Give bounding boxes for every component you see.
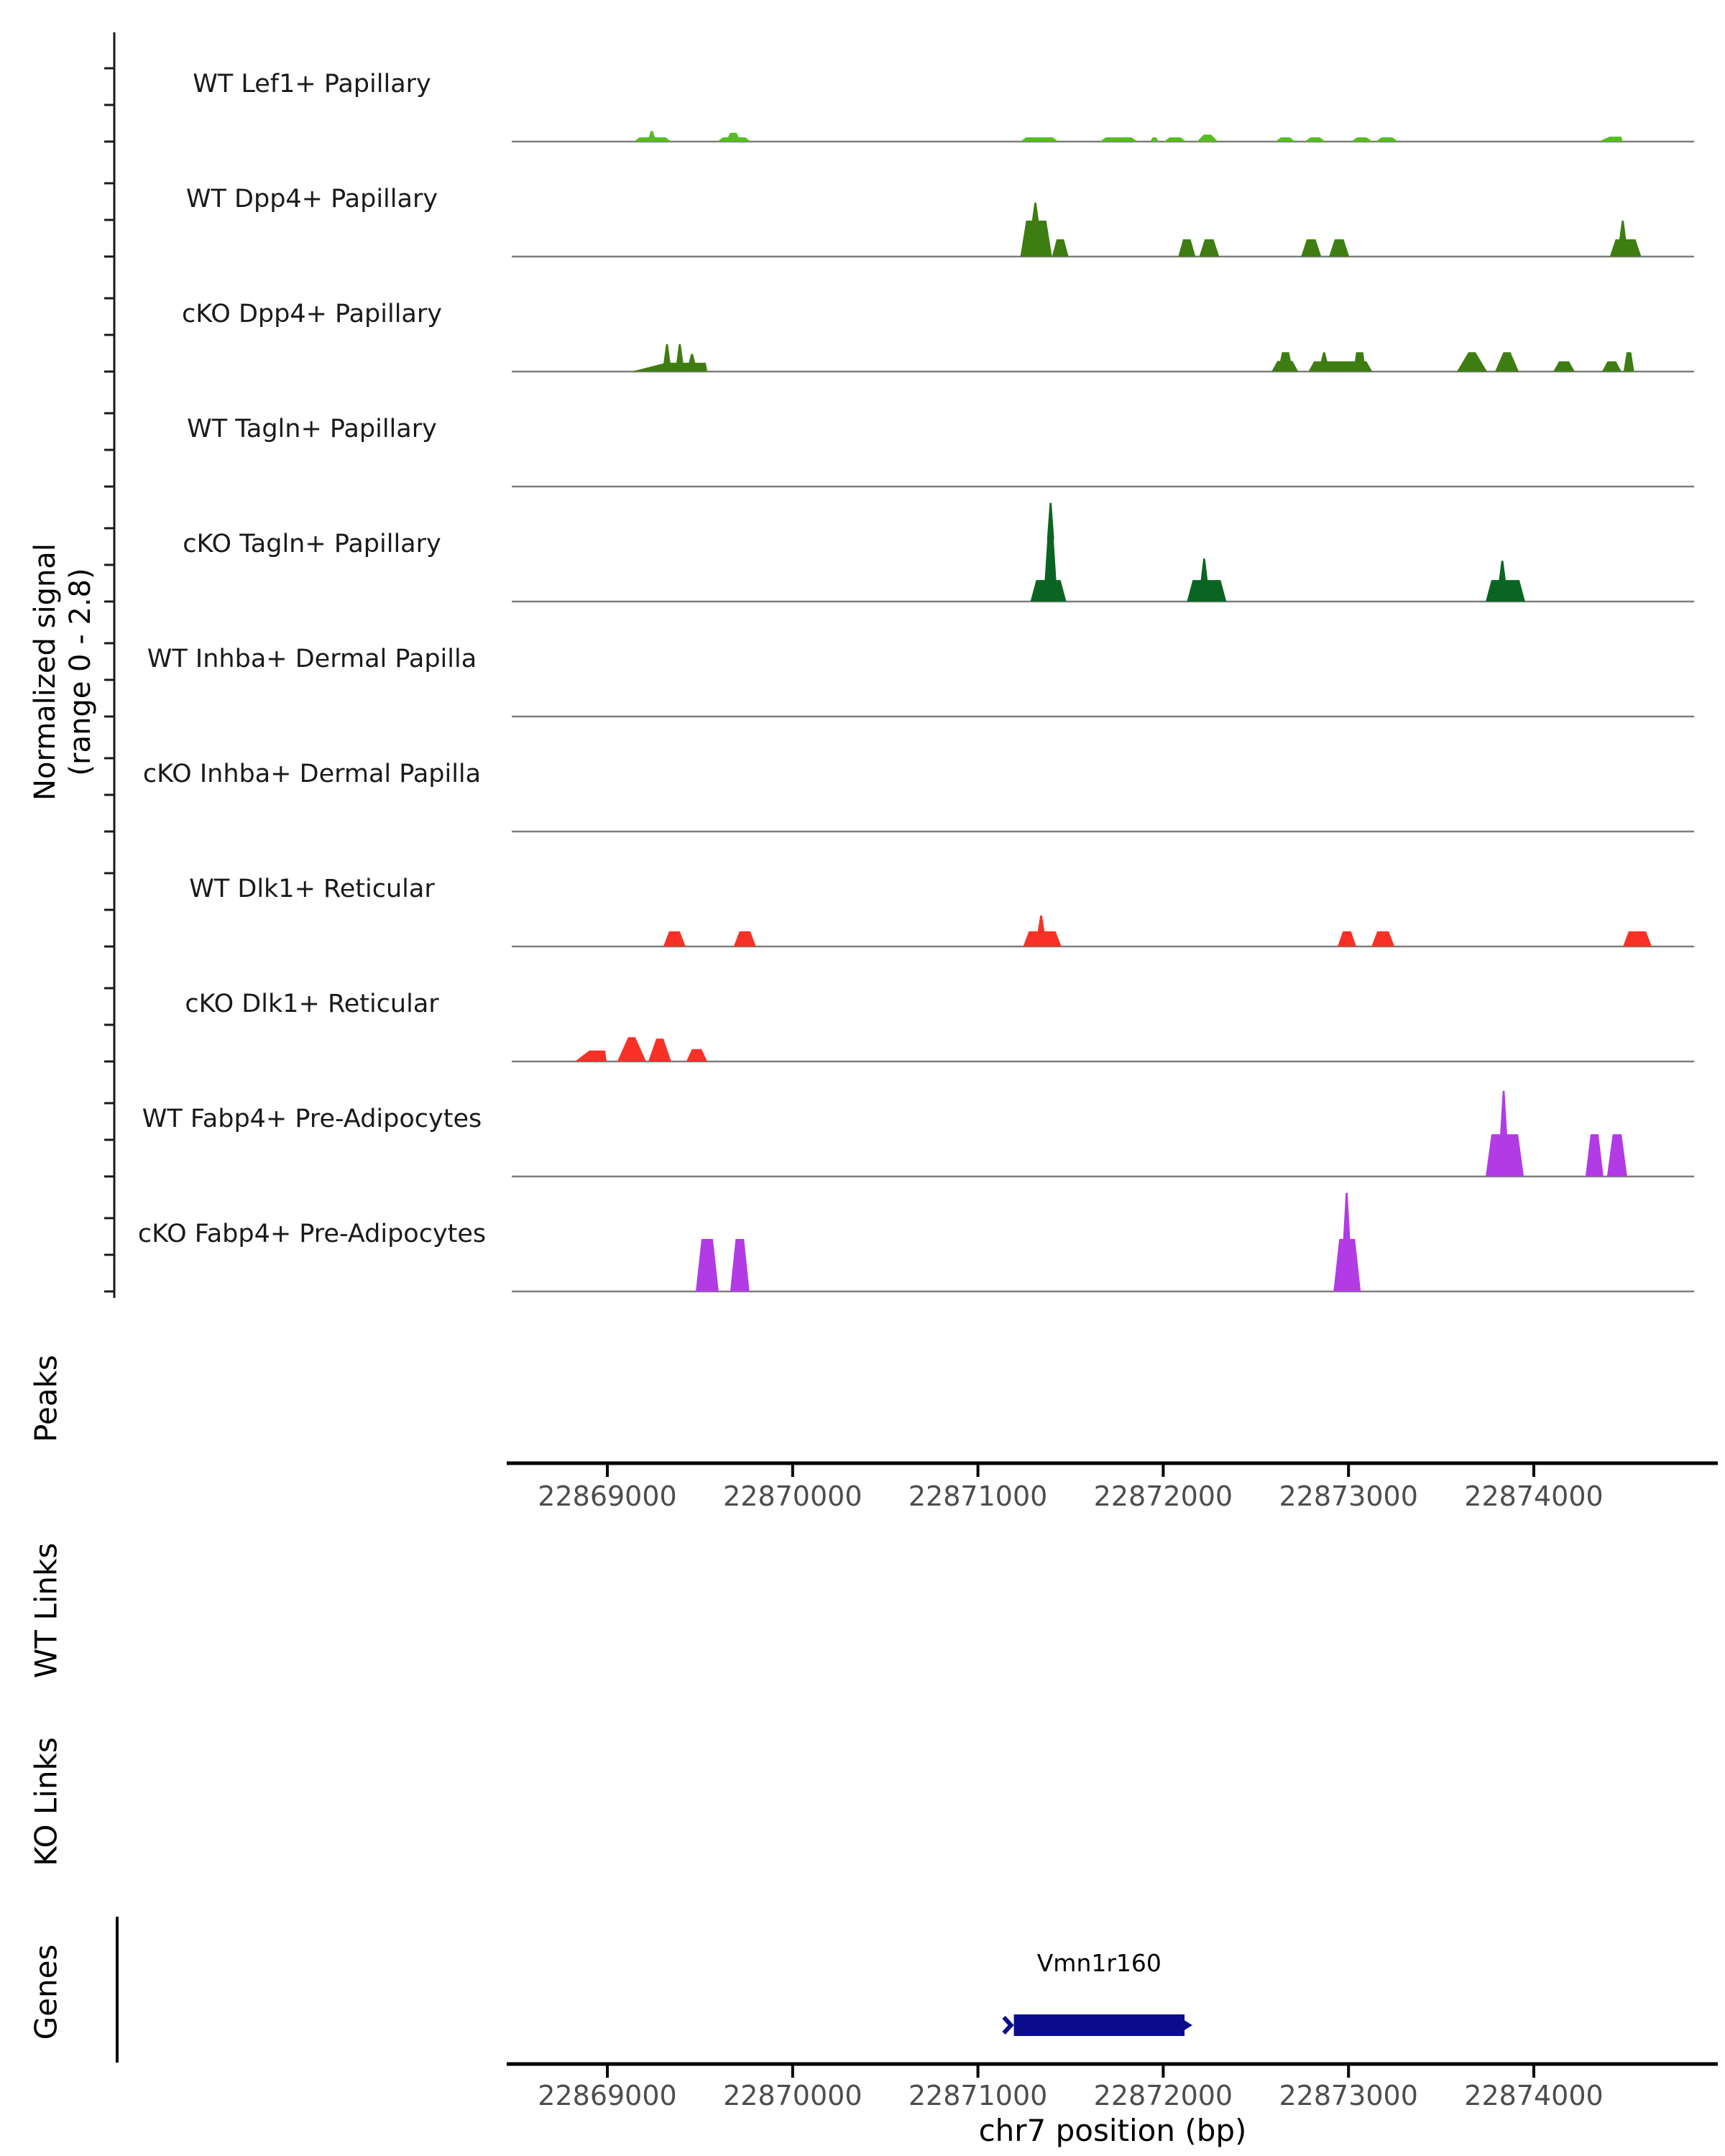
signal-peak (1610, 239, 1642, 257)
signal-peak (1021, 221, 1052, 257)
signal-peak (1329, 239, 1349, 257)
signal-spike (1038, 916, 1045, 933)
section-label-wt-links: WT Links (28, 1542, 64, 1679)
signal-peak (1052, 239, 1069, 257)
signal-spike (1343, 1193, 1351, 1240)
signal-peak (1305, 137, 1325, 142)
signal-peak (1371, 931, 1394, 946)
signal-peak (1495, 352, 1519, 372)
track-label: cKO Dpp4+ Papillary (182, 300, 442, 328)
signal-peak (1024, 931, 1062, 946)
signal-peak (663, 931, 686, 946)
signal-peak (1150, 137, 1159, 142)
section-label-ko-links: KO Links (28, 1737, 64, 1866)
signal-peak (1275, 137, 1295, 142)
gene-strand-arrow (1183, 2019, 1192, 2031)
signal-spike (676, 344, 684, 364)
x-tick-label: 22870000 (723, 1480, 862, 1512)
gene-body (1014, 2014, 1184, 2036)
track-label: cKO Fabp4+ Pre-Adipocytes (137, 1220, 487, 1248)
signal-peak (734, 931, 756, 946)
signal-spike (648, 131, 656, 139)
signal-spike (1200, 558, 1208, 581)
signal-spike (1320, 352, 1328, 363)
signal-peak (1164, 137, 1186, 142)
signal-peak (696, 1239, 719, 1291)
track-label: WT Dlk1+ Reticular (189, 875, 435, 903)
signal-peak (1598, 137, 1623, 142)
x-tick-label: 22871000 (908, 2080, 1048, 2111)
signal-peak (1486, 1134, 1524, 1176)
x-tick-label: 22870000 (723, 2080, 862, 2111)
track-label: WT Dpp4+ Papillary (185, 185, 438, 213)
signal-spike (1047, 503, 1054, 540)
signal-peak (1187, 580, 1226, 602)
signal-peak (1333, 1239, 1361, 1291)
signal-peak (1301, 239, 1321, 257)
signal-peak (730, 1239, 750, 1291)
signal-spike (1500, 1091, 1507, 1135)
track-label: cKO Inhba+ Dermal Papilla (142, 760, 482, 788)
signal-peak (726, 133, 741, 142)
signal-spike (1032, 203, 1039, 222)
x-tick-label: 22873000 (1279, 1480, 1418, 1512)
signal-peak (617, 1037, 646, 1061)
signal-peak (1351, 137, 1372, 142)
signal-peak (648, 1038, 671, 1061)
x-tick-label: 22873000 (1279, 2080, 1418, 2111)
x-axis-title: chr7 position (bp) (978, 2113, 1247, 2148)
signal-peak (1044, 538, 1058, 602)
signal-peak (1178, 239, 1195, 257)
signal-peak (1602, 361, 1622, 372)
signal-peak (1199, 239, 1219, 257)
signal-peak (1486, 580, 1525, 602)
gene-name-label: Vmn1r160 (1036, 1949, 1162, 1977)
section-label-peaks: Peaks (28, 1355, 64, 1442)
signal-spike (1619, 221, 1627, 241)
signal-peak (686, 1049, 707, 1061)
track-label: WT Tagln+ Papillary (187, 415, 437, 443)
signal-peak (1278, 352, 1293, 372)
track-label: WT Fabp4+ Pre-Adipocytes (142, 1105, 482, 1133)
signal-peak (1021, 137, 1059, 142)
section-label-genes: Genes (28, 1944, 64, 2040)
x-tick-label: 22872000 (1093, 2080, 1233, 2111)
signal-peak (1100, 137, 1138, 142)
signal-peak (1586, 1134, 1604, 1176)
signal-peak (1553, 361, 1575, 372)
signal-peak (1457, 352, 1487, 372)
signal-spike (1499, 561, 1506, 581)
x-tick-label: 22869000 (538, 2080, 677, 2111)
signal-peak (1197, 134, 1218, 142)
x-tick-label: 22874000 (1464, 2080, 1604, 2111)
x-tick-label: 22871000 (908, 1480, 1048, 1512)
x-tick-label: 22874000 (1464, 1480, 1604, 1512)
signal-spike (689, 354, 696, 364)
signal-peak (575, 1051, 607, 1061)
signal-peak (1338, 931, 1356, 946)
signal-peak (1353, 352, 1366, 372)
signal-peak (1624, 352, 1634, 372)
y-axis-label-line2: (range 0 - 2.8) (64, 568, 97, 776)
x-tick-label: 22869000 (538, 1480, 677, 1512)
signal-peak (1607, 1134, 1627, 1176)
signal-peak (1376, 137, 1398, 142)
x-tick-label: 22872000 (1093, 1480, 1233, 1512)
y-axis-label-line1: Normalized signal (29, 543, 62, 801)
track-label: cKO Tagln+ Papillary (183, 530, 441, 558)
gene-strand-arrow (1004, 2017, 1011, 2033)
track-label: cKO Dlk1+ Reticular (185, 990, 439, 1018)
signal-peak (1623, 931, 1652, 946)
track-label: WT Lef1+ Papillary (193, 70, 431, 98)
track-label: WT Inhba+ Dermal Papilla (147, 645, 477, 673)
signal-spike (663, 344, 671, 364)
